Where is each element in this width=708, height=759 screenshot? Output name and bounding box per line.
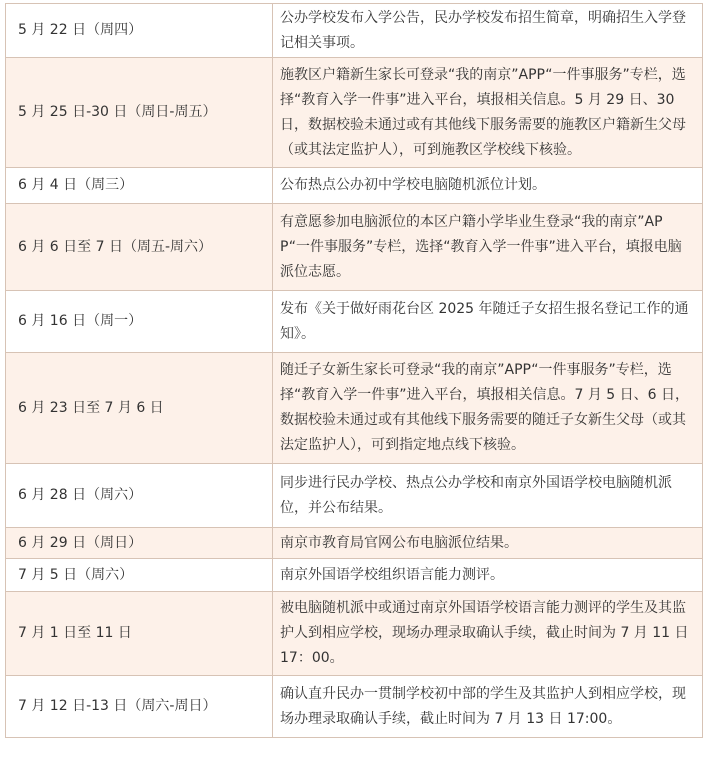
table-row [6, 204, 703, 291]
description-cell: 公布热点公办初中学校电脑随机派位计划。 [273, 168, 703, 204]
date-cell: 6 月 16 日（周一） [6, 291, 273, 353]
table-row [6, 353, 703, 464]
description-cell: 施教区户籍新生家长可登录“我的南京”APP“一件事服务”专栏，选择“教育入学一件事”进入平台，填报相关信息。5 月 29 日、30 日，数据校验未通过或有其他线下服务需要的施教区户籍新生父母（或其法定监护人），可到施教区学校线下核验。 [273, 58, 703, 168]
description-cell: 南京外国语学校组织语言能力测评。 [273, 559, 703, 592]
date-cell: 6 月 29 日（周日） [6, 528, 273, 559]
description-cell: 确认直升民办一贯制学校初中部的学生及其监护人到相应学校，现场办理录取确认手续，截止时间为 7 月 13 日 17:00。 [273, 676, 703, 738]
description-cell: 被电脑随机派中或通过南京外国语学校语言能力测评的学生及其监护人到相应学校，现场办理录取确认手续，截止时间为 7 月 11 日 17：00。 [273, 592, 703, 676]
description-cell: 有意愿参加电脑派位的本区户籍小学毕业生登录“我的南京”APP“一件事服务”专栏，选择“教育入学一件事”进入平台，填报电脑派位志愿。 [273, 204, 703, 291]
table-row [6, 676, 703, 738]
date-cell: 6 月 28 日（周六） [6, 464, 273, 528]
table-row [6, 168, 703, 204]
description-cell: 随迁子女新生家长可登录“我的南京”APP“一件事服务”专栏，选择“教育入学一件事”进入平台，填报相关信息。7 月 5 日、6 日，数据校验未通过或有其他线下服务需要的随迁子女新生父母（或其法定监护人），可到指定地点线下核验。 [273, 353, 703, 464]
enrollment-schedule-table [5, 3, 703, 738]
table-row [6, 464, 703, 528]
description-cell: 公办学校发布入学公告，民办学校发布招生简章，明确招生入学登记相关事项。 [273, 4, 703, 58]
date-cell: 7 月 5 日（周六） [6, 559, 273, 592]
table-row [6, 559, 703, 592]
date-cell: 7 月 12 日-13 日（周六-周日） [6, 676, 273, 738]
table-row [6, 58, 703, 168]
table-row [6, 4, 703, 58]
date-cell: 6 月 6 日至 7 日（周五-周六） [6, 204, 273, 291]
description-cell: 发布《关于做好雨花台区 2025 年随迁子女招生报名登记工作的通知》。 [273, 291, 703, 353]
date-cell: 6 月 4 日（周三） [6, 168, 273, 204]
description-cell: 同步进行民办学校、热点公办学校和南京外国语学校电脑随机派位，并公布结果。 [273, 464, 703, 528]
date-cell: 5 月 25 日-30 日（周日-周五） [6, 58, 273, 168]
table-row [6, 592, 703, 676]
date-cell: 5 月 22 日（周四） [6, 4, 273, 58]
date-cell: 7 月 1 日至 11 日 [6, 592, 273, 676]
description-cell: 南京市教育局官网公布电脑派位结果。 [273, 528, 703, 559]
table-row [6, 528, 703, 559]
date-cell: 6 月 23 日至 7 月 6 日 [6, 353, 273, 464]
table-row [6, 291, 703, 353]
